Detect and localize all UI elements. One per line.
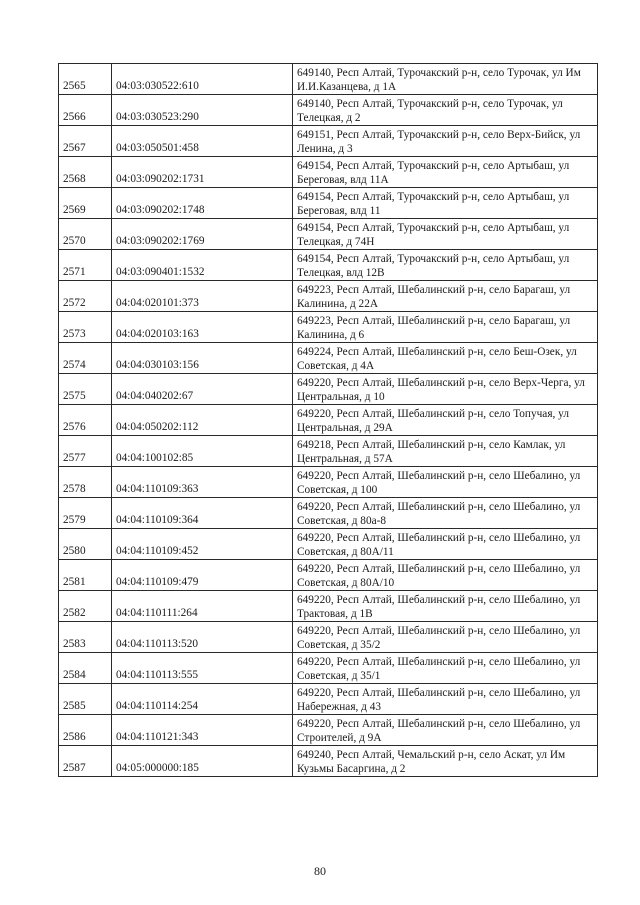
cadastral-number-cell <box>112 405 293 436</box>
cadastral-number: 04:04:050202:112 <box>116 421 199 433</box>
row-number: 2565 <box>63 80 86 92</box>
table-row <box>59 498 598 529</box>
address-cell <box>293 281 598 312</box>
table-row <box>59 467 598 498</box>
address-cell <box>293 64 598 95</box>
address: 649220, Респ Алтай, Шебалинский р-н, село Шебалино, ул Набережная, д 43 <box>297 687 581 713</box>
address: 649220, Респ Алтай, Шебалинский р-н, село Шебалино, ул Советская, д 100 <box>297 470 581 496</box>
row-number-cell <box>59 684 112 715</box>
cadastral-number-cell <box>112 560 293 591</box>
address-cell <box>293 250 598 281</box>
page-number: 80 <box>314 864 326 878</box>
row-number: 2585 <box>63 700 86 712</box>
row-number: 2579 <box>63 514 86 526</box>
table-row <box>59 746 598 777</box>
table-row <box>59 343 598 374</box>
cadastral-number-cell <box>112 529 293 560</box>
row-number: 2581 <box>63 576 86 588</box>
row-number-cell <box>59 157 112 188</box>
address-cell <box>293 312 598 343</box>
cadastral-number-cell <box>112 250 293 281</box>
row-number-cell <box>59 250 112 281</box>
cadastral-number: 04:04:030103:156 <box>116 359 199 371</box>
table-row <box>59 281 598 312</box>
cadastral-number-cell <box>112 188 293 219</box>
cadastral-number: 04:05:000000:185 <box>116 762 199 774</box>
table-row <box>59 95 598 126</box>
address-cell <box>293 436 598 467</box>
table-row <box>59 653 598 684</box>
row-number: 2576 <box>63 421 86 433</box>
row-number-cell <box>59 343 112 374</box>
cadastral-number-cell <box>112 126 293 157</box>
table-row <box>59 715 598 746</box>
row-number-cell <box>59 746 112 777</box>
cadastral-number-cell <box>112 219 293 250</box>
cadastral-number-cell <box>112 467 293 498</box>
cadastral-number: 04:04:110109:479 <box>116 576 199 588</box>
row-number: 2566 <box>63 111 86 123</box>
address-cell <box>293 467 598 498</box>
table-row <box>59 64 598 95</box>
address: 649140, Респ Алтай, Турочакский р-н, село Турочак, ул Телецкая, д 2 <box>297 98 563 124</box>
row-number: 2567 <box>63 142 86 154</box>
row-number-cell <box>59 653 112 684</box>
table-row <box>59 126 598 157</box>
address-cell <box>293 95 598 126</box>
row-number-cell <box>59 219 112 250</box>
address-cell <box>293 126 598 157</box>
row-number: 2570 <box>63 235 86 247</box>
row-number-cell <box>59 591 112 622</box>
cadastral-number-cell <box>112 374 293 405</box>
address-cell <box>293 560 598 591</box>
cadastral-number-cell <box>112 64 293 95</box>
row-number-cell <box>59 188 112 219</box>
address: 649218, Респ Алтай, Шебалинский р-н, село Камлак, ул Центральная, д 57А <box>297 439 566 465</box>
table-row <box>59 157 598 188</box>
row-number-cell <box>59 622 112 653</box>
address-cell <box>293 622 598 653</box>
cadastral-number: 04:03:090202:1748 <box>116 204 205 216</box>
row-number: 2572 <box>63 297 86 309</box>
cadastral-number: 04:04:110109:363 <box>116 483 199 495</box>
address: 649220, Респ Алтай, Шебалинский р-н, село Шебалино, ул Советская, д 35/2 <box>297 625 581 651</box>
row-number-cell <box>59 312 112 343</box>
row-number-cell <box>59 715 112 746</box>
row-number-cell <box>59 498 112 529</box>
address-cell <box>293 529 598 560</box>
cadastral-number: 04:04:020103:163 <box>116 328 199 340</box>
cadastral-number: 04:03:030523:290 <box>116 111 199 123</box>
cadastral-number: 04:04:110113:555 <box>116 669 199 681</box>
row-number: 2580 <box>63 545 86 557</box>
address: 649223, Респ Алтай, Шебалинский р-н, село Барагаш, ул Калинина, д 22А <box>297 284 571 310</box>
address-cell <box>293 374 598 405</box>
address-cell <box>293 684 598 715</box>
row-number-cell <box>59 560 112 591</box>
address: 649223, Респ Алтай, Шебалинский р-н, село Барагаш, ул Калинина, д 6 <box>297 315 571 341</box>
row-number-cell <box>59 95 112 126</box>
address-cell <box>293 715 598 746</box>
address: 649220, Респ Алтай, Шебалинский р-н, село Топучая, ул Центральная, д 29А <box>297 408 569 434</box>
cadastral-number: 04:03:090202:1731 <box>116 173 205 185</box>
address-cell <box>293 746 598 777</box>
address-cell <box>293 343 598 374</box>
cadastral-number: 04:04:110109:364 <box>116 514 199 526</box>
cadastral-number-cell <box>112 591 293 622</box>
address-cell <box>293 591 598 622</box>
address: 649220, Респ Алтай, Шебалинский р-н, село Шебалино, ул Советская, д 80а-8 <box>297 501 581 527</box>
row-number-cell <box>59 374 112 405</box>
row-number-cell <box>59 529 112 560</box>
table-row <box>59 405 598 436</box>
property-table-body <box>59 64 598 777</box>
address-cell <box>293 188 598 219</box>
address: 649220, Респ Алтай, Шебалинский р-н, село Верх-Черга, ул Центральная, д 10 <box>297 377 585 403</box>
table-row <box>59 622 598 653</box>
address: 649220, Респ Алтай, Шебалинский р-н, село Шебалино, ул Советская, д 35/1 <box>297 656 581 682</box>
table-row <box>59 250 598 281</box>
row-number-cell <box>59 126 112 157</box>
cadastral-number-cell <box>112 746 293 777</box>
table-row <box>59 591 598 622</box>
cadastral-number: 04:04:110109:452 <box>116 545 199 557</box>
address-cell <box>293 653 598 684</box>
row-number: 2578 <box>63 483 86 495</box>
row-number: 2577 <box>63 452 86 464</box>
address-cell <box>293 405 598 436</box>
cadastral-number: 04:04:110111:264 <box>116 607 198 619</box>
row-number: 2583 <box>63 638 86 650</box>
row-number: 2587 <box>63 762 86 774</box>
cadastral-number-cell <box>112 157 293 188</box>
cadastral-number: 04:04:020101:373 <box>116 297 199 309</box>
table-row <box>59 560 598 591</box>
cadastral-number: 04:03:030522:610 <box>116 80 199 92</box>
cadastral-number-cell <box>112 622 293 653</box>
address-cell <box>293 219 598 250</box>
address: 649240, Респ Алтай, Чемальский р-н, село Аскат, ул Им Кузьмы Басаргина, д 2 <box>297 749 566 775</box>
address: 649220, Респ Алтай, Шебалинский р-н, село Шебалино, ул Советская, д 80А/10 <box>297 563 581 589</box>
address: 649154, Респ Алтай, Турочакский р-н, село Артыбаш, ул Телецкая, д 74Н <box>297 222 570 248</box>
cadastral-number: 04:04:110114:254 <box>116 700 199 712</box>
cadastral-number: 04:04:100102:85 <box>116 452 194 464</box>
address: 649220, Респ Алтай, Шебалинский р-н, село Шебалино, ул Строителей, д 9А <box>297 718 581 744</box>
cadastral-number: 04:04:040202:67 <box>116 390 194 402</box>
row-number: 2586 <box>63 731 86 743</box>
row-number: 2573 <box>63 328 86 340</box>
address: 649140, Респ Алтай, Турочакский р-н, село Турочак, ул Им И.И.Казанцева, д 1А <box>297 67 581 93</box>
row-number: 2584 <box>63 669 86 681</box>
cadastral-number-cell <box>112 715 293 746</box>
row-number-cell <box>59 436 112 467</box>
cadastral-number-cell <box>112 684 293 715</box>
property-table <box>58 63 598 777</box>
table-row <box>59 188 598 219</box>
row-number: 2569 <box>63 204 86 216</box>
address: 649220, Респ Алтай, Шебалинский р-н, село Шебалино, ул Советская, д 80А/11 <box>297 532 581 558</box>
row-number-cell <box>59 405 112 436</box>
row-number: 2574 <box>63 359 86 371</box>
cadastral-number-cell <box>112 343 293 374</box>
row-number: 2575 <box>63 390 86 402</box>
row-number: 2571 <box>63 266 86 278</box>
cadastral-number-cell <box>112 281 293 312</box>
row-number: 2582 <box>63 607 86 619</box>
address-cell <box>293 157 598 188</box>
row-number: 2568 <box>63 173 86 185</box>
cadastral-number: 04:03:090401:1532 <box>116 266 205 278</box>
address: 649154, Респ Алтай, Турочакский р-н, село Артыбаш, ул Береговая, влд 11 <box>297 191 570 217</box>
cadastral-number-cell <box>112 436 293 467</box>
cadastral-number-cell <box>112 498 293 529</box>
address: 649154, Респ Алтай, Турочакский р-н, село Артыбаш, ул Телецкая, влд 12В <box>297 253 570 279</box>
table-row <box>59 436 598 467</box>
table-row <box>59 374 598 405</box>
table-row <box>59 529 598 560</box>
cadastral-number: 04:03:050501:458 <box>116 142 199 154</box>
cadastral-number-cell <box>112 95 293 126</box>
cadastral-number: 04:04:110121:343 <box>116 731 199 743</box>
address-cell <box>293 498 598 529</box>
cadastral-number: 04:03:090202:1769 <box>116 235 205 247</box>
cadastral-number-cell <box>112 312 293 343</box>
cadastral-number-cell <box>112 653 293 684</box>
table-row <box>59 219 598 250</box>
row-number-cell <box>59 281 112 312</box>
row-number-cell <box>59 467 112 498</box>
address: 649154, Респ Алтай, Турочакский р-н, село Артыбаш, ул Береговая, влд 11А <box>297 160 570 186</box>
row-number-cell <box>59 64 112 95</box>
table-row <box>59 312 598 343</box>
address: 649220, Респ Алтай, Шебалинский р-н, село Шебалино, ул Трактовая, д 1В <box>297 594 581 620</box>
address: 649151, Респ Алтай, Турочакский р-н, село Верх-Бийск, ул Ленина, д 3 <box>297 129 581 155</box>
address: 649224, Респ Алтай, Шебалинский р-н, село Беш-Озек, ул Советская, д 4А <box>297 346 577 372</box>
table-row <box>59 684 598 715</box>
cadastral-number: 04:04:110113:520 <box>116 638 199 650</box>
